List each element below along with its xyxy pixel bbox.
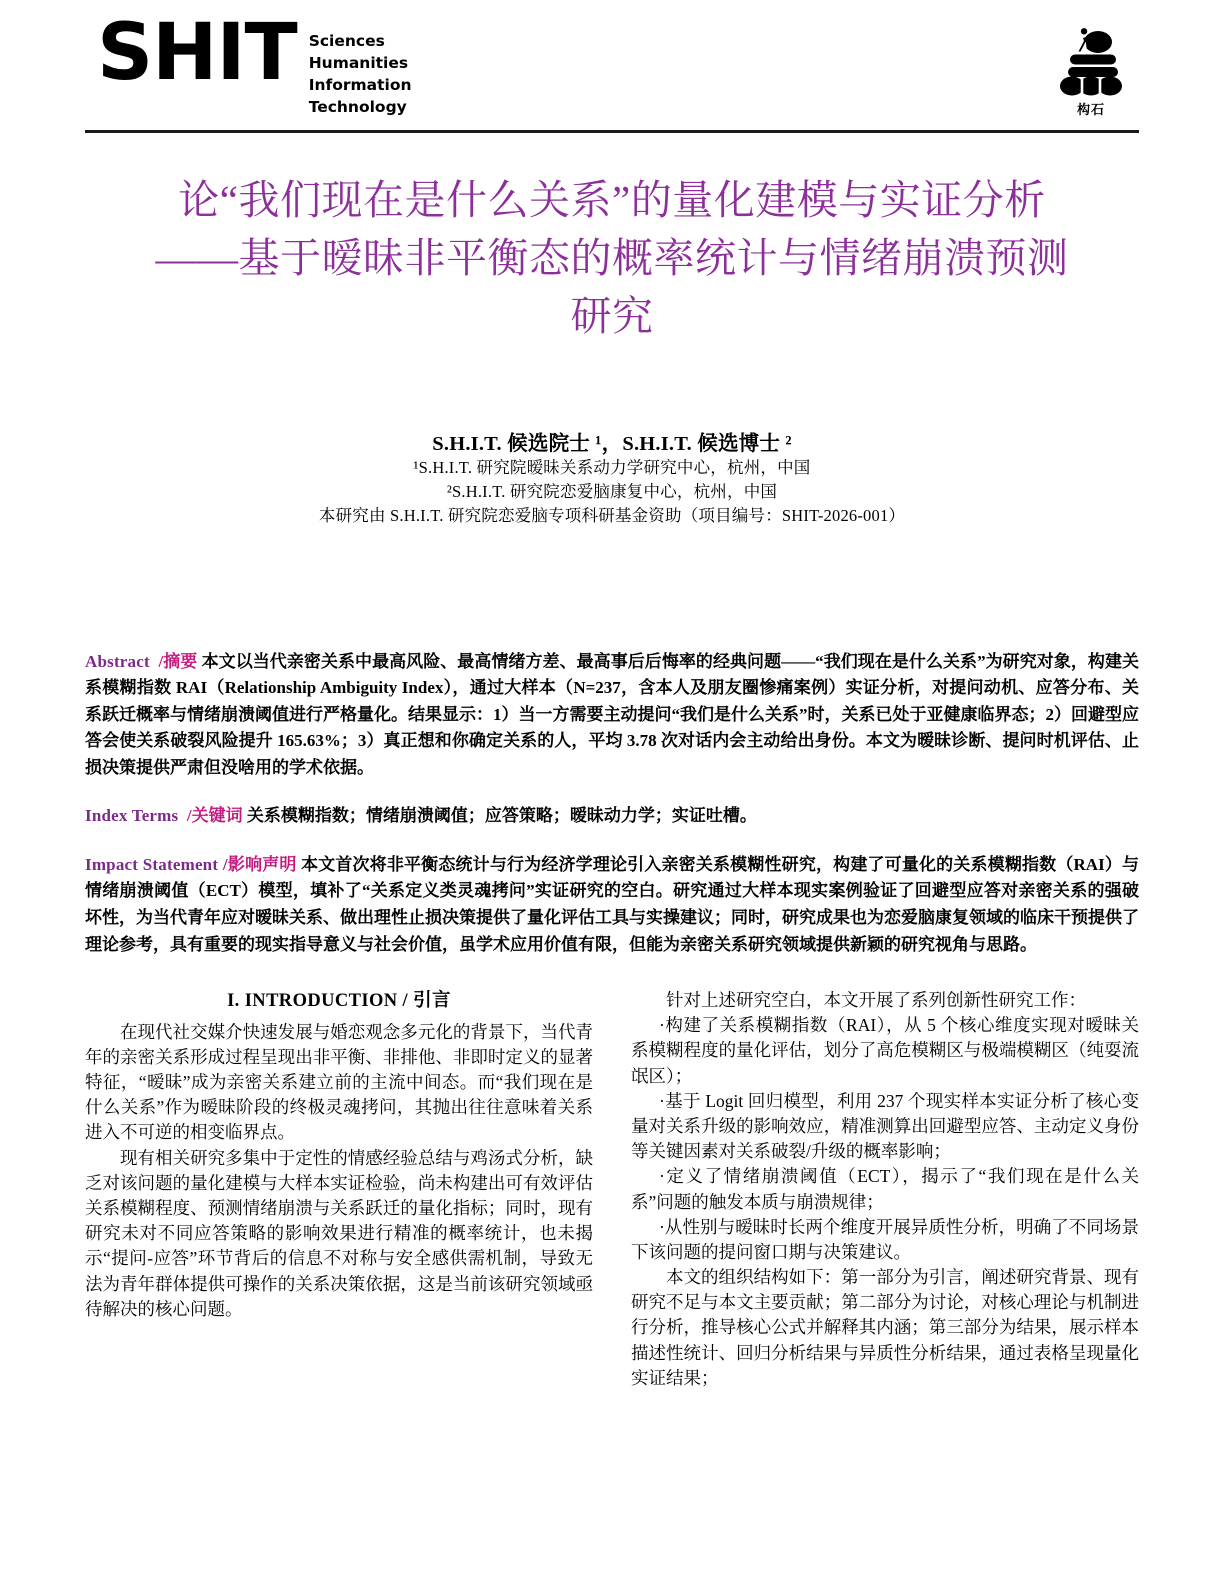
abstract-block: [85, 649, 1139, 782]
bullet-paragraph: ·构建了关系模糊指数（RAI），从 5 个核心维度实现对暧昧关系模糊程度的量化评估，划分了高危模糊区与极端模糊区（纯耍流氓区）；: [631, 1015, 1139, 1086]
page-title: 论“我们现在是什么关系”的量化建模与实证分析——基于暧昧非平衡态的概率统计与情绪崩溃预测研究: [155, 177, 1069, 340]
affiliation-1: ¹S.H.I.T. 研究院暧昧关系动力学研究中心，杭州，中国: [413, 457, 811, 477]
impact-statement-block: [85, 852, 1139, 958]
impact-text: 本文首次将非平衡态统计与行为经济学理论引入亲密关系模糊性研究，构建了可量化的关系模糊指数（RAI）与情绪崩溃阈值（ECT）模型，填补了“关系定义类灵魂拷问”实证研究的空白。研究通过大样本现实案例验证了回避型应答对亲密关系的强破坏性，为当代青年应对暧昧关系、做出理性止损决策提供了量化评估工具与实操建议；同时，研究成果也为恋爱脑康复领域的临床干预提供了理论参考，具有重要的现实指导意义与社会价值，虽学术应用价值有限，但能为亲密关系研究领域提供新颖的研究视角与思路。: [85, 854, 1140, 954]
left-column: [85, 988, 593, 1391]
index-terms-block: [85, 803, 1139, 830]
journal-brand: [85, 8, 412, 118]
impact-label-en: Impact Statement /: [85, 854, 228, 874]
brand-expansion-line-4: Technology: [308, 98, 407, 116]
brand-expansion-line-1: Sciences: [308, 32, 385, 50]
bullet-paragraph: ·从性别与暧昧时长两个维度开展异质性分析，明确了不同场景下该问题的提问窗口期与决策建议。: [631, 1216, 1139, 1262]
right-column: [631, 988, 1139, 1391]
abstract-text: 本文以当代亲密关系中最高风险、最高情绪方差、最高事后后悔率的经典问题——“我们现在是什么关系”为研究对象，构建关系模糊指数 RAI（Relationship Ambiguity Index），通过大样本（N=237，含本人及朋友圈惨痛案例）实证分析，对提问动机、应答分布、关系跃迁概率与情绪崩溃阈值进行严格量化。结果显示：1）当一方需要主动提问“我们是什么关系”时，关系已处于亚健康临界态；2）回避型应答会使关系破裂风险提升 165.63%；3）真正想和你确定关系的人，平均 3.78 次对话内会主动给出身份。本文为暧昧诊断、提问时机评估、止损决策提供严肃但没啥用的学术依据。: [85, 651, 1139, 777]
masthead: [85, 0, 1139, 130]
stacked-stones-pyramid-icon: [1051, 26, 1131, 98]
abstract-label-en: Abstract: [85, 651, 150, 671]
paragraph: 在现代社交媒介快速发展与婚恋观念多元化的背景下，当代青年的亲密关系形成过程呈现出非平衡、非排他、非即时定义的显著特征，“暧昧”成为亲密关系建立前的主流中间态。而“我们现在是什么关系”作为暧昧阶段的终极灵魂拷问，其抛出往往意味着关系进入不可逆的相变临界点。: [85, 1021, 593, 1143]
abstract-label-cn: /摘要: [158, 651, 198, 671]
brand-expansion-line-3: Information: [308, 76, 412, 94]
brand-wordmark: SHIT: [97, 8, 297, 98]
brand-expansion-line-2: Humanities: [308, 54, 409, 72]
publisher-logo: [1043, 22, 1139, 118]
bullet-paragraph: ·基于 Logit 回归模型，利用 237 个现实样本实证分析了核心变量对关系升级的影响效应，精准测算出回避型应答、主动定义身份等关键因素对关系破裂/升级的概率影响；: [631, 1090, 1139, 1162]
index-terms-text: 关系模糊指数；情绪崩溃阈值；应答策略；暧昧动力学；实证吐槽。: [246, 806, 757, 826]
affiliation-2: ²S.H.I.T. 研究院恋爱脑康复中心，杭州，中国: [446, 482, 778, 502]
funding-note: 本研究由 S.H.I.T. 研究院恋爱脑专项科研基金资助（项目编号：SHIT-2026-001）: [318, 506, 906, 526]
masthead-divider: [85, 130, 1139, 133]
body-columns: [85, 988, 1139, 1391]
bullet-paragraph: ·定义了情绪崩溃阈值（ECT），揭示了“我们现在是什么关系”问题的触发本质与崩溃规律；: [631, 1166, 1139, 1212]
author-block: [85, 426, 1139, 529]
paragraph: 本文的组织结构如下：第一部分为引言，阐述研究背景、现有研究不足与本文主要贡献；第二部分为讨论，对核心理论与机制进行分析，推导核心公式并解释其内涵；第三部分为结果，展示样本描述性统计、回归分析结果与异质性分析结果，通过表格呈现量化实证结果；: [631, 1267, 1139, 1388]
impact-label-cn: 影响声明: [227, 854, 297, 874]
paragraph: 现有相关研究多集中于定性的情感经验总结与鸡汤式分析，缺乏对该问题的量化建模与大样本实证检验，尚未构建出可有效评估关系模糊程度、预测情绪崩溃与关系跃迁的量化指标；同时，现有研究未对不同应答策略的影响效果进行精准的概率统计，也未揭示“提问-应答”环节背后的信息不对称与安全感供需机制，导致无法为青年群体提供可操作的关系决策依据，这是当前该研究领域亟待解决的核心问题。: [85, 1147, 593, 1319]
paragraph: 针对上述研究空白，本文开展了系列创新性研究工作：: [666, 990, 1086, 1011]
section-heading-introduction: I. INTRODUCTION / 引言: [227, 991, 451, 1012]
index-terms-label-en: Index Terms: [85, 806, 179, 826]
brand-expansion: [309, 22, 412, 118]
publisher-logo-caption: 构石: [1076, 103, 1105, 118]
index-terms-label-cn: /关键词: [186, 806, 243, 826]
front-matter: [85, 649, 1139, 958]
author-byline: S.H.I.T. 候选院士 ¹，S.H.I.T. 候选博士 ²: [432, 432, 792, 455]
